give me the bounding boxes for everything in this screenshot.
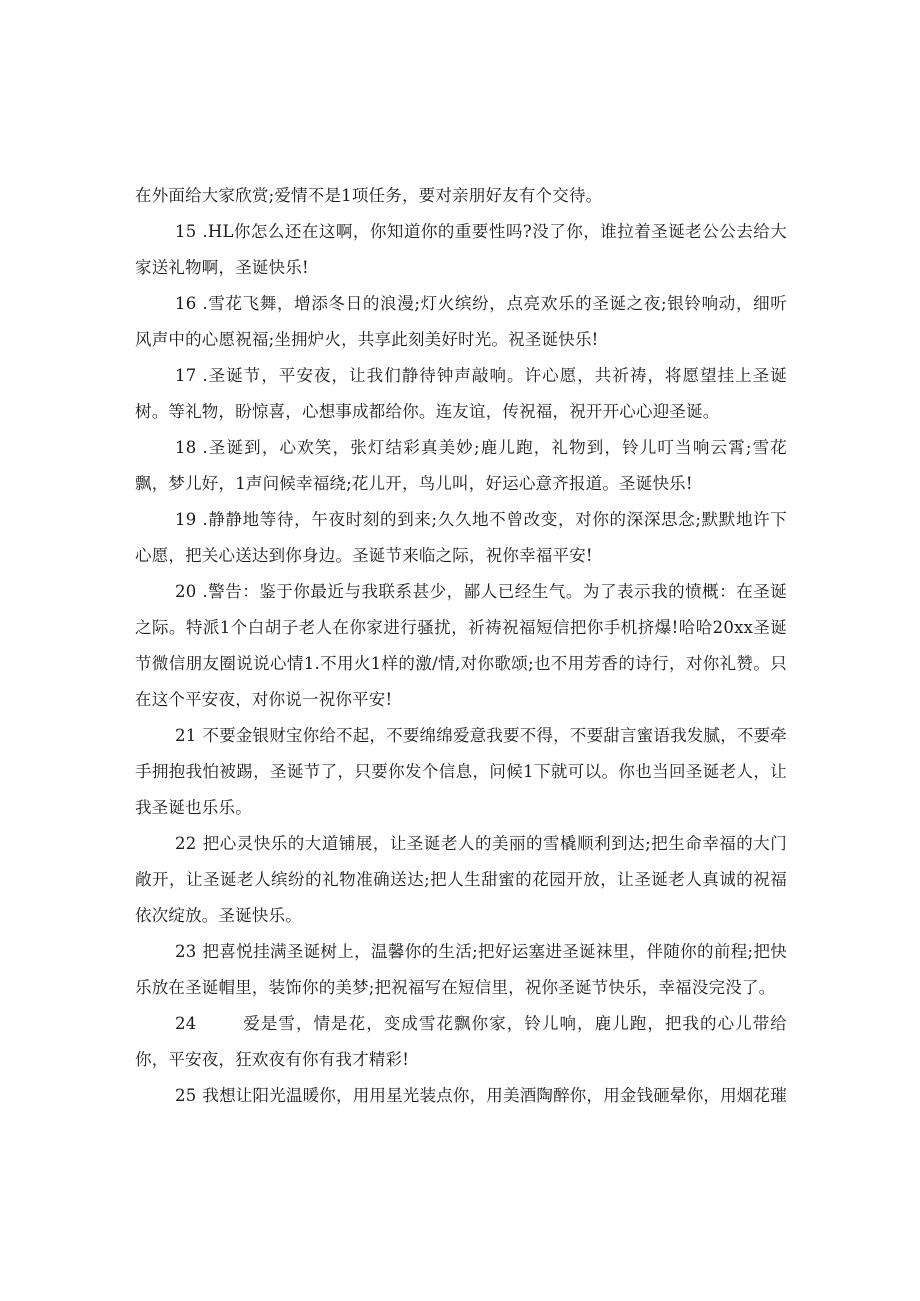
paragraph-20 <box>135 574 787 718</box>
paragraph-number: 19 <box>175 510 197 529</box>
paragraph-text: .圣诞节，平安夜，让我们静待钟声敲响。许心愿，共祈祷，将愿望挂上圣诞树。等礼物，盼惊喜，心想事成都给你。连友谊，传祝福，祝开开心心迎圣诞。 <box>135 366 787 421</box>
paragraph-number: 20 <box>175 582 197 601</box>
paragraph-19 <box>135 502 787 574</box>
paragraph-22 <box>135 826 787 934</box>
paragraph-18 <box>135 430 787 502</box>
paragraph-text: 把心灵快乐的大道铺展，让圣诞老人的美丽的雪橇顺利到达;把生命幸福的大门敞开，让圣诞老人缤纷的礼物准确送达;把人生甜蜜的花园开放，让圣诞老人真诚的祝福依次绽放。圣诞快乐。 <box>135 834 787 925</box>
paragraph-24 <box>135 1006 787 1078</box>
paragraph-text: .静静地等待，午夜时刻的到来;久久地不曾改变，对你的深深思念;默默地许下心愿，把关心送达到你身边。圣诞节来临之际，祝你幸福平安! <box>135 510 787 565</box>
paragraph-17 <box>135 358 787 430</box>
paragraph-text: .雪花飞舞，增添冬日的浪漫;灯火缤纷，点亮欢乐的圣诞之夜;银铃响动，细听风声中的心愿祝福;坐拥炉火，共享此刻美好时光。祝圣诞快乐! <box>135 294 787 349</box>
paragraph-text: 不要金银财宝你给不起，不要绵绵爱意我要不得，不要甜言蜜语我发腻，不要牵手拥抱我怕被踢，圣诞节了，只要你发个信息，问候1下就可以。你也当回圣诞老人，让我圣诞也乐乐。 <box>135 726 787 817</box>
paragraph-text: 我想让阳光温暖你，用用星光装点你，用美酒陶醉你，用金钱砸晕你，用烟花璀 <box>202 1086 787 1105</box>
paragraph-15 <box>135 214 787 286</box>
paragraph-text: 把喜悦挂满圣诞树上，温馨你的生活;把好运塞进圣诞袜里，伴随你的前程;把快乐放在圣诞帽里，装饰你的美梦;把祝福写在短信里，祝你圣诞节快乐，幸福没完没了。 <box>135 942 787 997</box>
paragraph-text: 在外面给大家欣赏;爱情不是1项任务，要对亲朋好友有个交待。 <box>135 186 603 205</box>
paragraph-number: 22 <box>175 834 197 853</box>
paragraph-continuation <box>135 178 787 214</box>
paragraph-21 <box>135 718 787 826</box>
paragraph-25 <box>135 1078 787 1114</box>
paragraph-number: 23 <box>175 942 197 961</box>
document-body <box>135 178 787 1114</box>
paragraph-number: 24 <box>175 1014 197 1033</box>
paragraph-text: .HL你怎么还在这啊，你知道你的重要性吗?没了你，谁拉着圣诞老公公去给大家送礼物啊，圣诞快乐! <box>135 222 787 277</box>
paragraph-number: 17 <box>175 366 197 385</box>
paragraph-text: .警告：鉴于你最近与我联系甚少，鄙人已经生气。为了表示我的愤概：在圣诞之际。特派1个白胡子老人在你家进行骚扰，祈祷祝福短信把你手机挤爆!哈哈20xx圣诞节微信朋友圈说说心情1.不用火1样的激/情,对你歌颂;也不用芳香的诗行，对你礼赞。只在这个平安夜，对你说一祝你平安! <box>135 582 787 709</box>
paragraph-text: 爱是雪，情是花，变成雪花飘你家，铃儿响，鹿儿跑，把我的心儿带给你，平安夜，狂欢夜有你有我才精彩! <box>135 1014 787 1069</box>
paragraph-number: 15 <box>175 222 197 241</box>
paragraph-number: 18 <box>175 438 197 457</box>
paragraph-number: 21 <box>175 726 197 745</box>
paragraph-16 <box>135 286 787 358</box>
paragraph-23 <box>135 934 787 1006</box>
paragraph-text: .圣诞到，心欢笑，张灯结彩真美妙;鹿儿跑，礼物到，铃儿叮当响云霄;雪花飘，梦儿好，1声问候幸福绕;花儿开，鸟儿叫，好运心意齐报道。圣诞快乐! <box>135 438 787 493</box>
paragraph-number: 16 <box>175 294 197 313</box>
paragraph-number: 25 <box>175 1086 197 1105</box>
